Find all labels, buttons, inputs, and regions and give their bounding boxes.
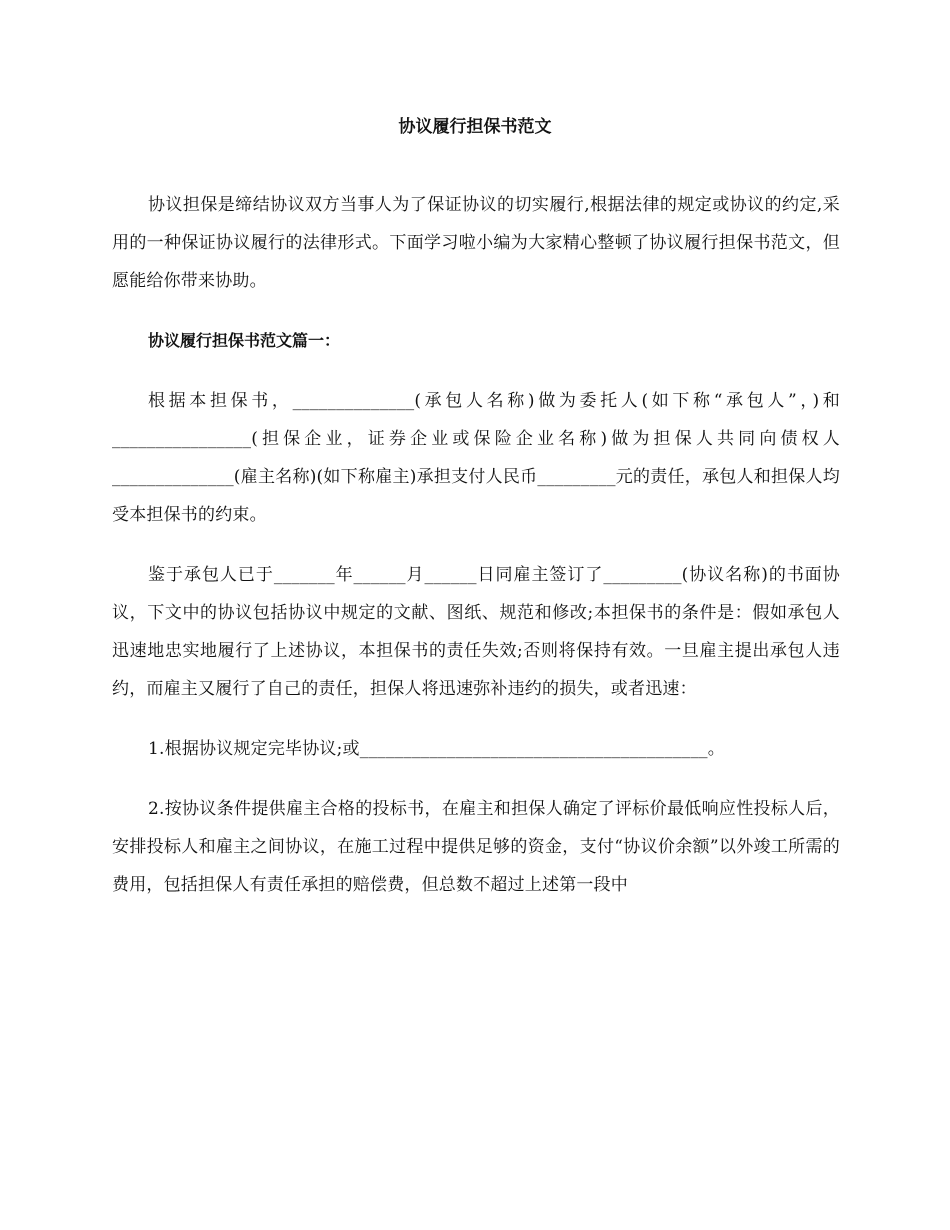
intro-paragraph: 协议担保是缔结协议双方当事人为了保证协议的切实履行,根据法律的规定或协议的约定,采用的一种保证协议履行的法律形式。下面学习啦小编为大家精心整顿了协议履行担保书范文，但愿能给你带来协助。 [112, 195, 840, 291]
guarantee-paragraph-1: 根据本担保书，______________(承包人名称)做为委托人(如下称“承包人”，)和________________(担保企业，证券企业或保险企业名称)做为担保人共同向债权人______________(雇主名称)(如下称雇主)承担支付人民币_________元的责任，承包人和担保人均受本担保书的约束。 [112, 391, 840, 525]
guarantee-paragraph-2: 鉴于承包人已于_______年______月______日同雇主签订了_________(协议名称)的书面协议，下文中的协议包括协议中规定的文献、图纸、规范和修改;本担保书的条件是：假如承包人迅速地忠实地履行了上述协议，本担保书的责任失效;否则将保持有效。一旦雇主提出承包人违约，而雇主又履行了自己的责任，担保人将迅速弥补违约的损失，或者迅速： [112, 565, 840, 699]
document-body [112, 186, 840, 926]
document-title: 协议履行担保书范文 [398, 117, 552, 137]
section-heading: 协议履行担保书范文篇一： [148, 331, 341, 350]
list-item-1: 1.根据协议规定完毕协议;或________________________________________。 [148, 739, 725, 759]
list-item-2: 2.按协议条件提供雇主合格的投标书，在雇主和担保人确定了评标价最低响应性投标人后，安排投标人和雇主之间协议，在施工过程中提供足够的资金，支付“协议价余额”以外竣工所需的费用，包括担保人有责任承担的赔偿费，但总数不超过上述第一段中 [112, 799, 840, 895]
